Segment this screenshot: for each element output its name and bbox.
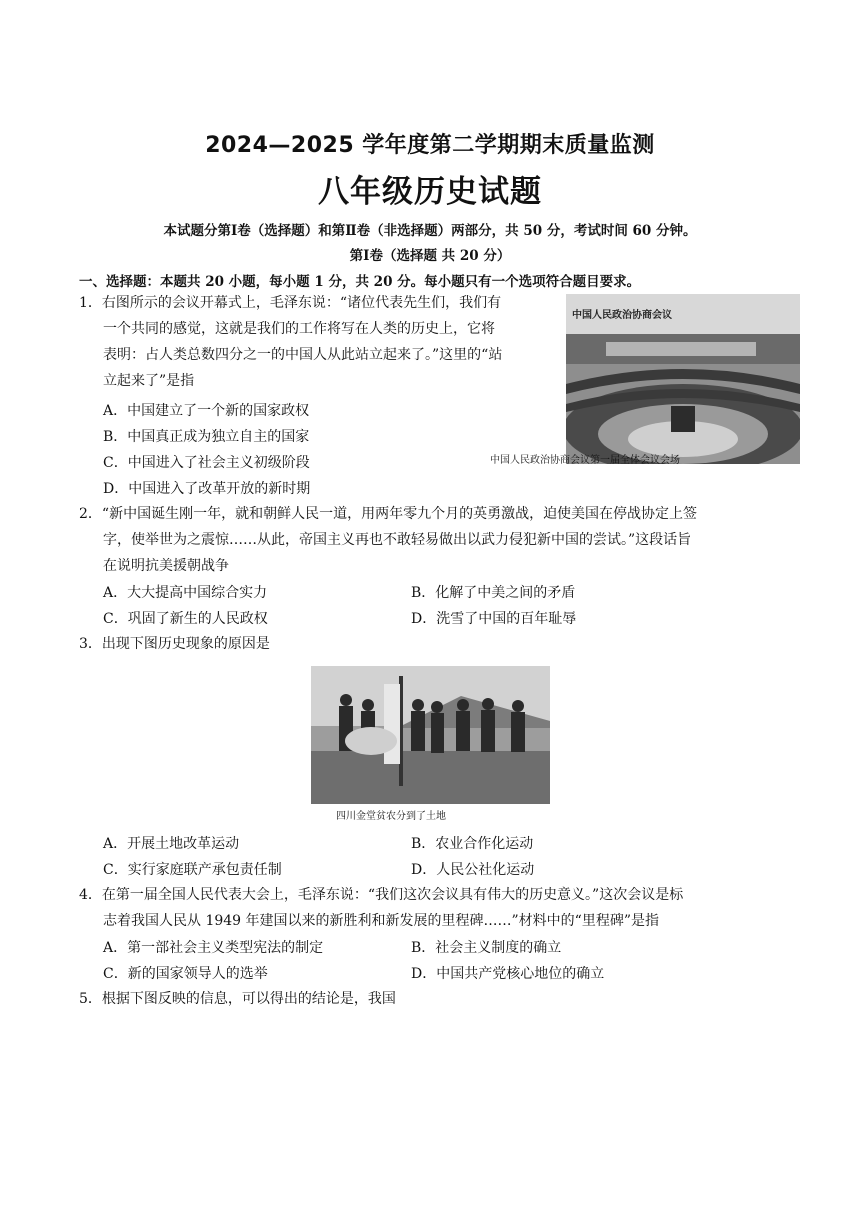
question-stem-line: 表明：占人类总数四分之一的中国人从此站立起来了。”这里的“站 — [103, 347, 503, 363]
option-b: B．中国真正成为独立自主的国家 — [103, 429, 310, 445]
image-caption: 中国人民政治协商会议第一届全体会议会场 — [490, 455, 680, 466]
exam-title-year: 2024—2025 学年度第二学期期末质量监测 — [205, 133, 655, 158]
option-a: A．开展土地改革运动 — [103, 836, 240, 852]
question-stem-line: 立起来了”是指 — [103, 373, 195, 389]
option-b: B．社会主义制度的确立 — [411, 940, 562, 956]
option-d: D．人民公社化运动 — [411, 862, 535, 878]
option-c: C．巩固了新生的人民政权 — [103, 611, 268, 627]
exam-note: 本试题分第Ⅰ卷（选择题）和第Ⅱ卷（非选择题）两部分，共 50 分，考试时间 60 分钟。 — [163, 223, 697, 239]
option-a: A．大大提高中国综合实力 — [103, 585, 268, 601]
question-stem-line: 5．根据下图反映的信息，可以得出的结论是，我国 — [79, 991, 396, 1007]
question-stem-line: 在说明抗美援朝战争 — [103, 558, 229, 574]
part-title: 第Ⅰ卷（选择题 共 20 分） — [349, 248, 511, 264]
question-stem-line: 一个共同的感觉，这就是我们的工作将写在人类的历史上，它将 — [103, 321, 495, 337]
option-a: A．中国建立了一个新的国家政权 — [103, 403, 310, 419]
question-stem-line: 4．在第一届全国人民代表大会上，毛泽东说：“我们这次会议具有伟大的历史意义。”这次会议是标 — [79, 887, 684, 903]
cppcc-meeting-photo — [566, 294, 800, 464]
farmers-illustration — [311, 666, 550, 804]
question-stem-line: 字，使举世为之震惊……从此，帝国主义再也不敢轻易做出以武力侵犯新中国的尝试。”这段话旨 — [103, 532, 692, 548]
option-a: A．第一部社会主义类型宪法的制定 — [103, 940, 324, 956]
option-d: D．洗雪了中国的百年耻辱 — [411, 611, 577, 627]
land-reform-photo — [311, 666, 550, 804]
question-stem-line: 3．出现下图历史现象的原因是 — [79, 636, 270, 652]
option-c: C．新的国家领导人的选举 — [103, 966, 268, 982]
image-caption: 四川金堂贫农分到了土地 — [336, 811, 446, 822]
option-c: C．中国进入了社会主义初级阶段 — [103, 455, 310, 471]
meeting-banner-text: 中国人民政治协商会议 — [572, 310, 672, 321]
meeting-hall-illustration — [566, 294, 800, 464]
option-b: B．化解了中美之间的矛盾 — [411, 585, 576, 601]
option-c: C．实行家庭联产承包责任制 — [103, 862, 282, 878]
question-stem-line: 2．“新中国诞生刚一年，就和朝鲜人民一道，用两年零九个月的英勇激战，迫使美国在停战协定上签 — [79, 506, 698, 522]
exam-title-subject: 八年级历史试题 — [318, 174, 542, 210]
option-b: B．农业合作化运动 — [411, 836, 534, 852]
question-stem-line: 志着我国人民从 1949 年建国以来的新胜利和新发展的里程碑……”材料中的“里程碑”是指 — [103, 913, 659, 929]
section-title: 一、选择题：本题共 20 小题，每小题 1 分，共 20 分。每小题只有一个选项符合题目要求。 — [79, 274, 641, 290]
question-stem-line: 1．右图所示的会议开幕式上，毛泽东说：“诸位代表先生们，我们有 — [79, 295, 502, 311]
option-d: D．中国进入了改革开放的新时期 — [103, 481, 311, 497]
option-d: D．中国共产党核心地位的确立 — [411, 966, 605, 982]
